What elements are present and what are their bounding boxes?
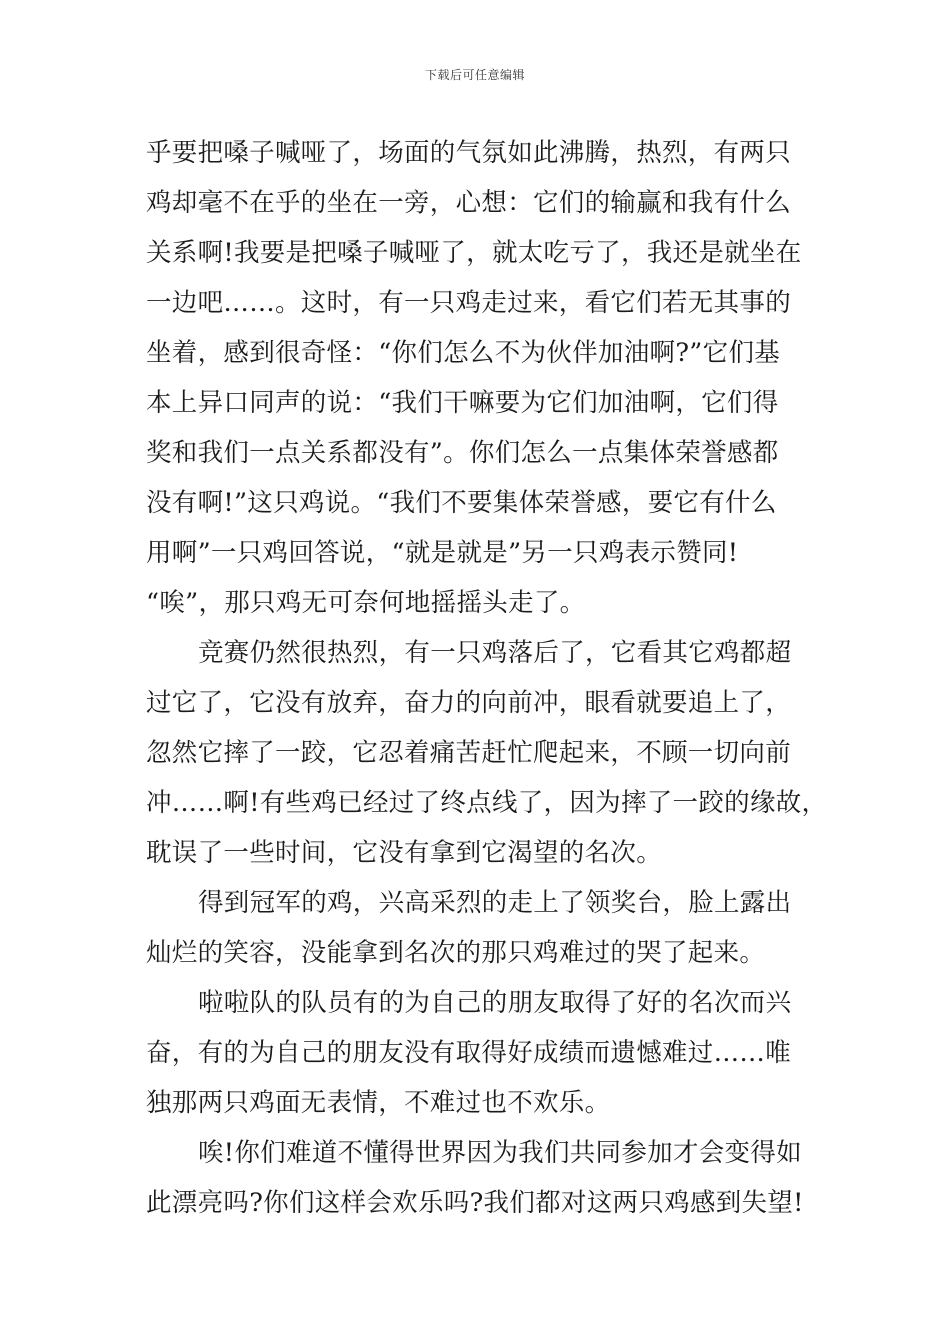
text-line: 冲……啊!有些鸡已经过了终点线了，因为摔了一跤的缘故， [146, 788, 828, 818]
paragraph-first-line: 竞赛仍然很热烈，有一只鸡落后了，它看其它鸡都超 [198, 638, 792, 668]
text-line: 乎要把嗓子喊哑了，场面的气氛如此沸腾，热烈，有两只 [146, 138, 792, 168]
text-line: 灿烂的笑容，没能拿到名次的那只鸡难过的哭了起来。 [146, 938, 766, 968]
text-line: 忽然它摔了一跤，它忍着痛苦赶忙爬起来，不顾一切向前 [146, 738, 792, 768]
text-line: 鸡却毫不在乎的坐在一旁，心想：它们的输赢和我有什么 [146, 188, 792, 218]
text-line: 耽误了一些时间，它没有拿到它渴望的名次。 [146, 838, 663, 868]
text-line: 关系啊!我要是把嗓子喊哑了，就太吃亏了，我还是就坐在 [146, 238, 802, 268]
text-line: 坐着，感到很奇怪：“你们怎么不为伙伴加油啊?”它们基 [146, 338, 781, 368]
text-line: 本上异口同声的说：“我们干嘛要为它们加油啊，它们得 [146, 388, 779, 418]
text-line: 一边吧……。这时，有一只鸡走过来，看它们若无其事的 [146, 288, 792, 318]
text-line: “唉”，那只鸡无可奈何地摇摇头走了。 [146, 588, 586, 618]
paragraph-first-line: 啦啦队的队员有的为自己的朋友取得了好的名次而兴 [198, 988, 792, 1018]
text-line: 奋，有的为自己的朋友没有取得好成绩而遗憾难过……唯 [146, 1038, 792, 1068]
page-header: 下载后可任意编辑 [424, 68, 525, 82]
paragraph-first-line: 得到冠军的鸡，兴高采烈的走上了领奖台，脸上露出 [198, 888, 792, 918]
text-line: 没有啊!”这只鸡说。“我们不要集体荣誉感，要它有什么 [146, 488, 777, 518]
text-line: 此漂亮吗?你们这样会欢乐吗?我们都对这两只鸡感到失望! [146, 1188, 804, 1218]
text-line: 奖和我们一点关系都没有”。你们怎么一点集体荣誉感都 [146, 438, 779, 468]
text-line: 过它了，它没有放弃，奋力的向前冲，眼看就要追上了， [146, 688, 792, 718]
paragraph-first-line: 唉!你们难道不懂得世界因为我们共同参加才会变得如 [198, 1138, 802, 1168]
text-line: 用啊”一只鸡回答说，“就是就是”另一只鸡表示赞同! [146, 538, 739, 568]
text-line: 独那两只鸡面无表情，不难过也不欢乐。 [146, 1088, 611, 1118]
document-body [146, 128, 826, 1228]
